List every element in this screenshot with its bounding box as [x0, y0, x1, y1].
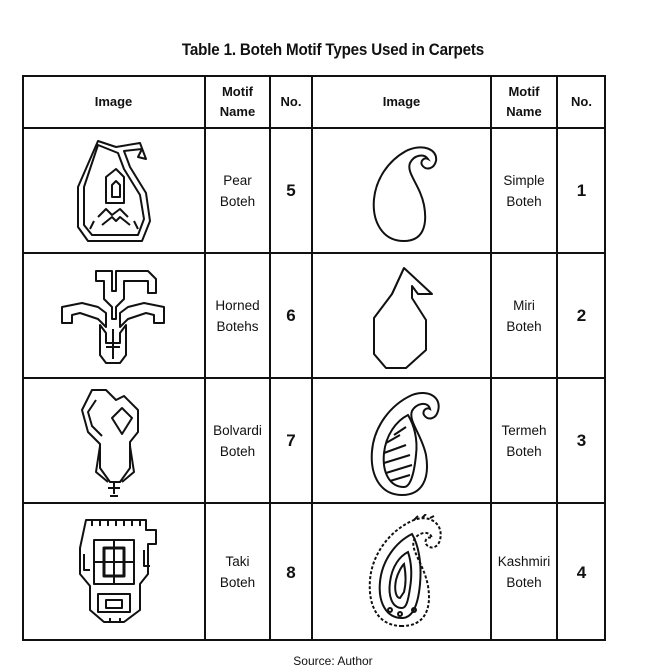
motif-name-line: Boteh [219, 443, 256, 459]
header-name-label: Name [219, 103, 256, 119]
motif-name-cell [205, 253, 270, 378]
motif-table [22, 75, 606, 641]
motif-name-line: Miri [513, 297, 535, 313]
motif-name-cell [205, 378, 270, 503]
header-name-label: Name [506, 103, 542, 119]
motif-name-line: Boteh [506, 193, 542, 209]
motif-name-line: Horned [215, 297, 260, 313]
motif-number: 1 [576, 181, 587, 200]
termeh-boteh-icon [366, 387, 446, 504]
source-note: Source: Author [293, 654, 373, 668]
header-motif-label: Motif [508, 83, 540, 99]
header-motif-name-right [491, 75, 557, 128]
motif-name-cell [491, 503, 557, 641]
motif-number: 7 [286, 431, 296, 450]
motif-number: 4 [576, 562, 587, 582]
motif-name-cell [491, 128, 557, 253]
motif-number: 2 [576, 306, 587, 325]
motif-name-line: Pear [223, 172, 252, 188]
header-motif-label: Motif [221, 83, 254, 99]
simple-boteh-icon [366, 141, 442, 250]
motif-name-cell [205, 128, 270, 253]
motif-name-line: Botehs [216, 318, 259, 334]
motif-number: 5 [286, 181, 296, 200]
motif-name-line: Simple [503, 172, 545, 188]
motif-name-line: Boteh [506, 575, 542, 590]
pear-boteh-icon [68, 137, 158, 252]
motif-name-line: Termeh [501, 422, 547, 438]
motif-name-line: Taki [225, 554, 250, 569]
header-no-right: No. [571, 93, 592, 109]
table-title: Table 1. Boteh Motif Types Used in Carpets [181, 41, 485, 59]
horned-botehs-icon [58, 267, 168, 372]
motif-name-line: Boteh [506, 443, 542, 459]
header-motif-name-left [205, 75, 270, 128]
bolvardi-boteh-icon [76, 386, 154, 505]
motif-number: 8 [286, 562, 296, 582]
header-image-right: Image [382, 93, 421, 109]
motif-name-cell [491, 378, 557, 503]
motif-name-line: Bolvardi [213, 422, 262, 438]
motif-name-line: Boteh [219, 193, 256, 209]
motif-name-cell [491, 253, 557, 378]
motif-name-line: Kashmiri [497, 554, 551, 569]
motif-name-cell [205, 503, 270, 641]
header-no-left: No. [280, 93, 302, 109]
motif-name-line: Boteh [506, 318, 542, 334]
kashmiri-boteh-icon [364, 514, 448, 635]
motif-number: 3 [576, 431, 587, 450]
motif-number: 6 [286, 306, 296, 325]
motif-name-line: Boteh [219, 575, 256, 590]
miri-boteh-icon [368, 264, 438, 375]
header-image-left: Image [94, 93, 133, 109]
taki-boteh-icon [70, 514, 162, 629]
